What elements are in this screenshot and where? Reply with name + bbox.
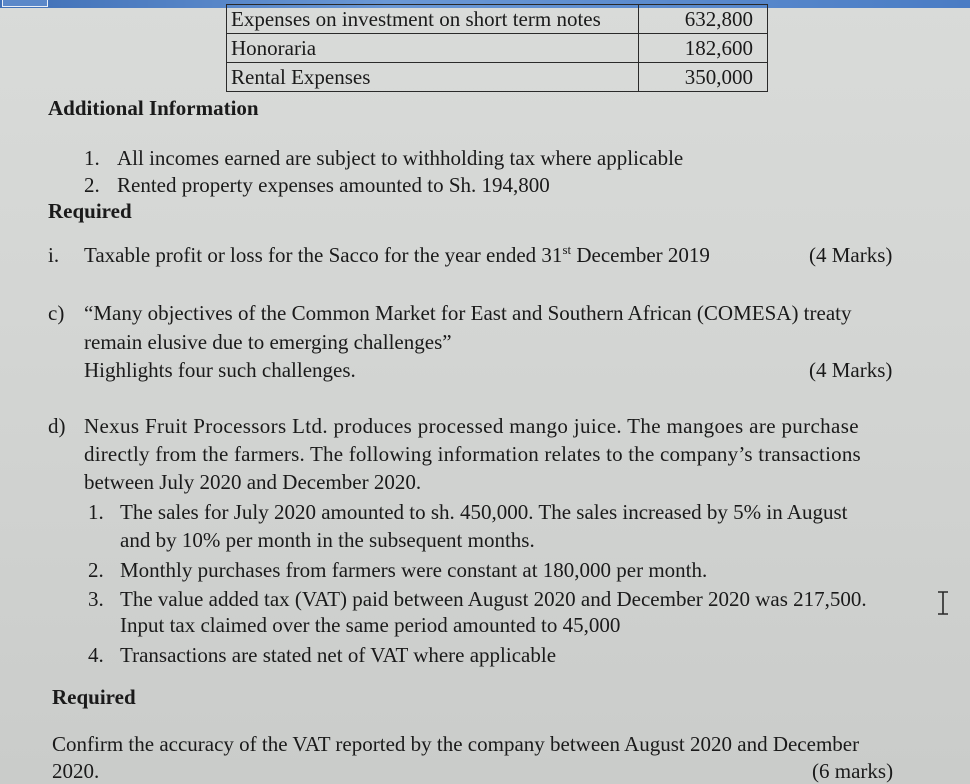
table-cell-label: Rental Expenses bbox=[227, 63, 639, 92]
question-number: i. bbox=[48, 243, 60, 267]
question-text-main: Taxable profit or loss for the Sacco for the year ended 31 bbox=[84, 243, 563, 267]
list-item-text: All incomes earned are subject to withholding tax where applicable bbox=[117, 146, 684, 170]
expenses-table bbox=[226, 4, 768, 92]
question-line: between July 2020 and December 2020. bbox=[84, 470, 422, 494]
marks-label: (6 marks) bbox=[812, 759, 894, 783]
list-item-number: 2. bbox=[88, 558, 104, 582]
table-row bbox=[227, 5, 768, 34]
additional-info-heading: Additional Information bbox=[48, 96, 259, 120]
question-line: Highlights four such challenges. bbox=[84, 358, 356, 382]
list-item-text: Transactions are stated net of VAT where applicable bbox=[120, 643, 557, 667]
list-item-text: Rented property expenses amounted to Sh. 194,800 bbox=[117, 173, 550, 197]
required-heading: Required bbox=[48, 199, 132, 223]
list-item-number: 1. bbox=[84, 146, 100, 170]
table-row bbox=[227, 34, 768, 63]
table-cell-label: Honoraria bbox=[227, 34, 639, 63]
question-number: d) bbox=[48, 414, 66, 438]
list-item-number: 2. bbox=[84, 173, 100, 197]
question-text bbox=[84, 242, 710, 268]
question-number: c) bbox=[48, 301, 65, 325]
question-line: “Many objectives of the Common Market for East and Southern African (COMESA) treaty bbox=[84, 301, 852, 325]
list-item-text: and by 10% per month in the subsequent months. bbox=[120, 528, 535, 552]
list-item-number: 1. bbox=[88, 500, 104, 524]
window-corner-tab bbox=[2, 0, 48, 7]
table-cell-amount: 632,800 bbox=[639, 5, 768, 34]
required-heading: Required bbox=[52, 685, 136, 709]
question-line: Nexus Fruit Processors Ltd. produces processed mango juice. The mangoes are purchase bbox=[84, 414, 859, 438]
list-item-text: Input tax claimed over the same period amounted to 45,000 bbox=[120, 613, 621, 637]
list-item-text: The value added tax (VAT) paid between August 2020 and December 2020 was 217,500. bbox=[120, 587, 867, 611]
list-item-text: The sales for July 2020 amounted to sh. 450,000. The sales increased by 5% in August bbox=[120, 500, 848, 524]
table-cell-label: Expenses on investment on short term notes bbox=[227, 5, 639, 34]
table-row bbox=[227, 63, 768, 92]
ordinal-suffix: st bbox=[562, 242, 572, 257]
list-item-text: Monthly purchases from farmers were constant at 180,000 per month. bbox=[120, 558, 708, 582]
list-item-number: 3. bbox=[88, 587, 104, 611]
table-cell-amount: 350,000 bbox=[639, 63, 768, 92]
list-item-number: 4. bbox=[88, 643, 104, 667]
question-line: Confirm the accuracy of the VAT reported by the company between August 2020 and December bbox=[52, 732, 860, 756]
table-cell-amount: 182,600 bbox=[639, 34, 768, 63]
question-line: remain elusive due to emerging challenges” bbox=[84, 330, 452, 354]
marks-label: (4 Marks) bbox=[809, 243, 893, 267]
question-text-tail: December 2019 bbox=[571, 243, 710, 267]
question-line: 2020. bbox=[52, 759, 100, 783]
marks-label: (4 Marks) bbox=[809, 358, 893, 382]
question-line: directly from the farmers. The following information relates to the company’s transactions bbox=[84, 442, 861, 466]
text-cursor-icon bbox=[936, 590, 950, 616]
